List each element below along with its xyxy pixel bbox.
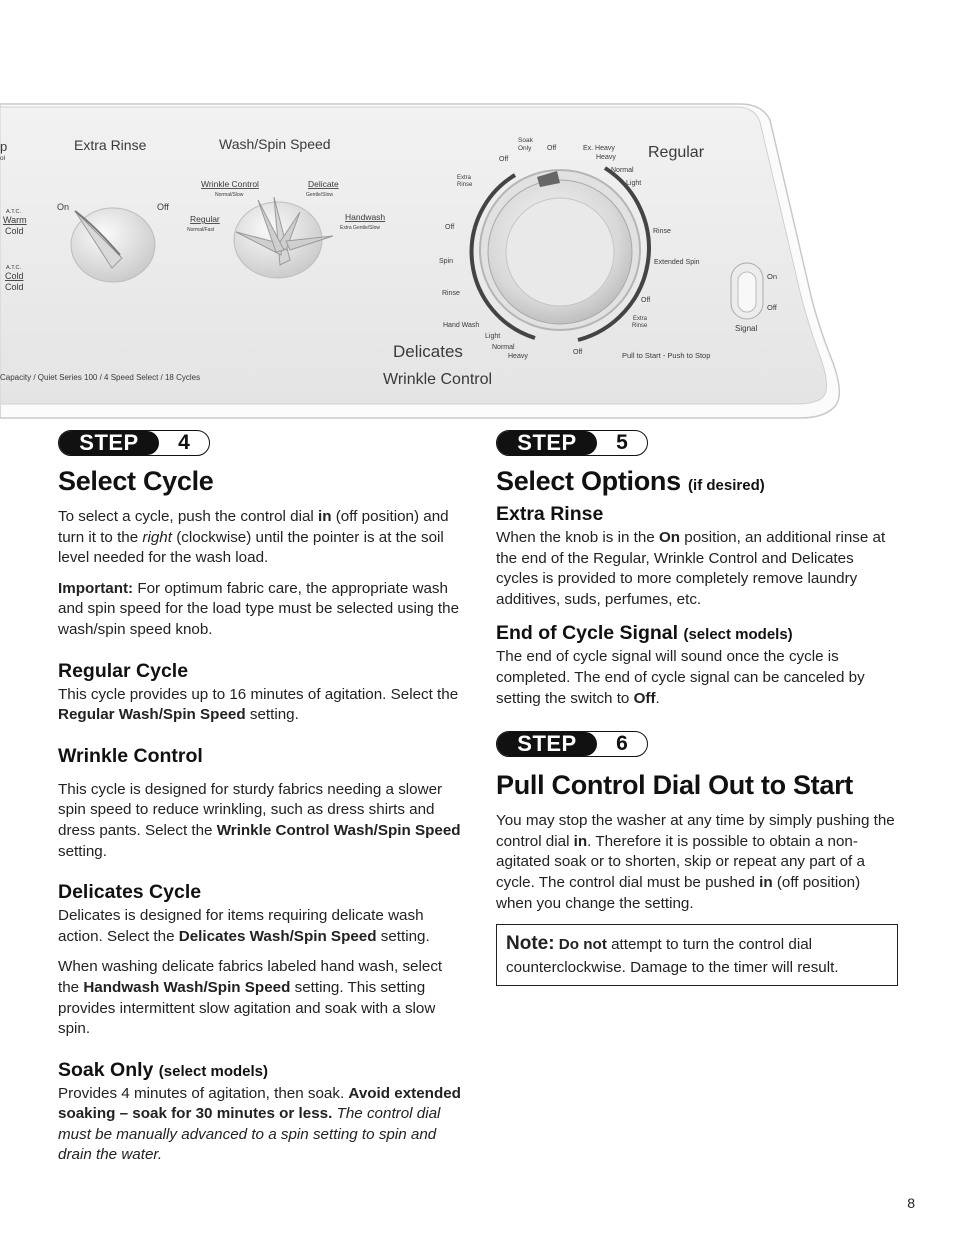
regular-setting: Regular (190, 214, 220, 224)
pull-control-dial-heading: Pull Control Dial Out to Start (496, 770, 853, 801)
step5-6-section (496, 430, 898, 986)
extra-rinse-off-label: Off (157, 202, 169, 212)
soak-only-heading: Soak Only (select models) (58, 1058, 269, 1081)
wrinkle-control-heading: Wrinkle Control (58, 744, 203, 767)
light-label-bottom: Light (485, 333, 501, 340)
step-number: 4 (178, 431, 190, 454)
delicates-cycle-panel-label: Delicates (393, 342, 463, 361)
cold-label-2: Cold (5, 271, 24, 281)
dial-off-top: Off (547, 145, 557, 152)
wrinkle-control-cycle-panel-label: Wrinkle Control (383, 371, 493, 388)
wrinkle-control-paragraph: This cycle is designed for sturdy fabrics needing a slower spin speed to reduce wrinkling, such as dress shirts and dress pants. Select the Wrinkle Control Wash/Spin Speed setting. (58, 780, 461, 860)
note-label: Note: (506, 933, 555, 955)
extra-rinse-on-label: On (57, 202, 70, 212)
panel-edge-sub: ol (0, 155, 6, 162)
normal-label: Normal (611, 167, 634, 174)
select-cycle-paragraph: To select a cycle, push the control dial in (off position) and turn it to the right (clockwise) until the pointer is at the soil level needed for the wash load. (58, 508, 449, 567)
heavy-label-bottom: Heavy (508, 353, 528, 360)
regular-cycle-heading: Regular Cycle (58, 659, 189, 682)
off-label-right: Off (641, 297, 651, 304)
extra-rinse-knob[interactable] (71, 208, 155, 282)
delicates-cycle-heading: Delicates Cycle (58, 881, 202, 904)
select-cycle-heading: Select Cycle (58, 466, 214, 496)
handwash-sub: Extra Gentle/Slow (340, 225, 381, 231)
pull-to-start-label: Pull to Start - Push to Stop (622, 351, 711, 360)
rinse-label-right: Rinse (653, 228, 671, 235)
signal-switch[interactable] (731, 263, 763, 319)
select-options-heading: Select Options (if desired) (496, 466, 765, 496)
atc-label-1: A.T.C. (6, 209, 21, 215)
handwash-setting: Handwash (345, 212, 386, 222)
wrinkle-control-sub: Normal/Slow (215, 192, 244, 198)
capacity-label: Capacity / Quiet Series 100 / 4 Speed Select / 18 Cycles (0, 373, 201, 382)
atc-label-2: A.T.C. (6, 265, 21, 271)
only-label: Only (518, 145, 532, 152)
step6-badge (496, 731, 648, 757)
rinse-label-left-top: Rinse (457, 182, 473, 188)
wrinkle-control-setting: Wrinkle Control (201, 179, 259, 189)
page-number: 8 (907, 1195, 915, 1211)
end-of-cycle-signal-paragraph: The end of cycle signal will sound once the cycle is completed. The end of cycle signal can be canceled by setting the switch to Off. (496, 648, 865, 707)
panel-edge-letter: p (0, 139, 8, 154)
off-label-bottom: Off (573, 349, 583, 356)
signal-label: Signal (735, 324, 758, 333)
normal-label-bottom: Normal (492, 344, 515, 351)
extended-spin-label: Extended Spin (654, 259, 700, 266)
ex-heavy-label: Ex. Heavy (583, 145, 615, 152)
extra-label-right: Extra (633, 316, 648, 322)
pull-control-dial-paragraph: You may stop the washer at any time by simply pushing the control dial in. Therefore it is possible to obtain a non-agitated soak or to shorten, skip or repeat any part of a cycle. The control dial must be pushed in (off position) when you change the setting. (496, 812, 895, 912)
step4-section (58, 430, 463, 1176)
cold-label-1: Cold (5, 226, 24, 236)
cold-label-3: Cold (5, 282, 24, 292)
soak-label: Soak (518, 137, 533, 144)
step-number: 6 (616, 732, 628, 756)
extra-rinse-heading: Extra Rinse (496, 503, 604, 525)
note-do-not: Do not (558, 936, 607, 954)
rinse-label-left: Rinse (442, 290, 460, 297)
extra-rinse-paragraph: When the knob is in the On position, an additional rinse at the end of the Regular, Wrinkle Control and Delicates cycles is provided to more completely remove laundry additives, suds, perfumes, etc. (496, 529, 886, 608)
delicate-setting: Delicate (308, 179, 339, 189)
regular-cycle-paragraph: This cycle provides up to 16 minutes of agitation. Select the Regular Wash/Spin Speed setting. (58, 685, 459, 724)
control-panel-illustration (0, 95, 954, 425)
hand-wash-label: Hand Wash (443, 322, 480, 329)
regular-sub: Normal/Fast (187, 227, 215, 233)
dial-off-top-left: Off (499, 156, 509, 163)
step5-badge (496, 430, 648, 456)
regular-cycle-panel-label: Regular (648, 144, 705, 161)
note-box (496, 924, 898, 986)
important-paragraph: Important: For optimum fabric care, the appropriate wash and spin speed for the load type must be selected using the wash/spin speed knob. (58, 579, 460, 638)
soak-only-paragraph: Provides 4 minutes of agitation, then soak. Avoid extended soaking – soak for 30 minutes or less. The control dial must be manually advanced to a spin setting to spin and drain the water. (58, 1084, 461, 1164)
signal-off-label: Off (767, 303, 777, 312)
step-number: 5 (616, 431, 628, 454)
end-of-cycle-signal-heading: End of Cycle Signal (select models) (496, 622, 793, 645)
extra-label-left: Extra (457, 175, 472, 181)
heavy-label: Heavy (596, 154, 616, 161)
delicate-sub: Gentle/Slow (306, 192, 333, 198)
light-label: Light (626, 180, 642, 187)
step4-badge (58, 430, 210, 456)
extra-rinse-panel-label: Extra Rinse (74, 137, 147, 153)
delicates-paragraph: Delicates is designed for items requiring delicate wash action. Select the Delicates Wash/Spin Speed setting. (58, 907, 430, 945)
step-label: STEP (59, 431, 159, 455)
warm-label: Warm (3, 215, 27, 225)
wash-spin-panel-label: Wash/Spin Speed (219, 136, 331, 152)
handwash-paragraph: When washing delicate fabrics labeled hand wash, select the Handwash Wash/Spin Speed setting. This setting provides intermittent slow agitation and soak with a slow spin. (58, 958, 443, 1038)
step-label: STEP (497, 431, 597, 455)
step-label: STEP (497, 732, 597, 756)
off-label-left: Off (445, 224, 455, 231)
spin-label: Spin (439, 258, 454, 265)
signal-on-label: On (767, 272, 778, 281)
note-text: attempt to turn the control dial counterclockwise. Damage to the timer will result. (506, 936, 839, 977)
rinse-label-right-2: Rinse (632, 323, 648, 329)
